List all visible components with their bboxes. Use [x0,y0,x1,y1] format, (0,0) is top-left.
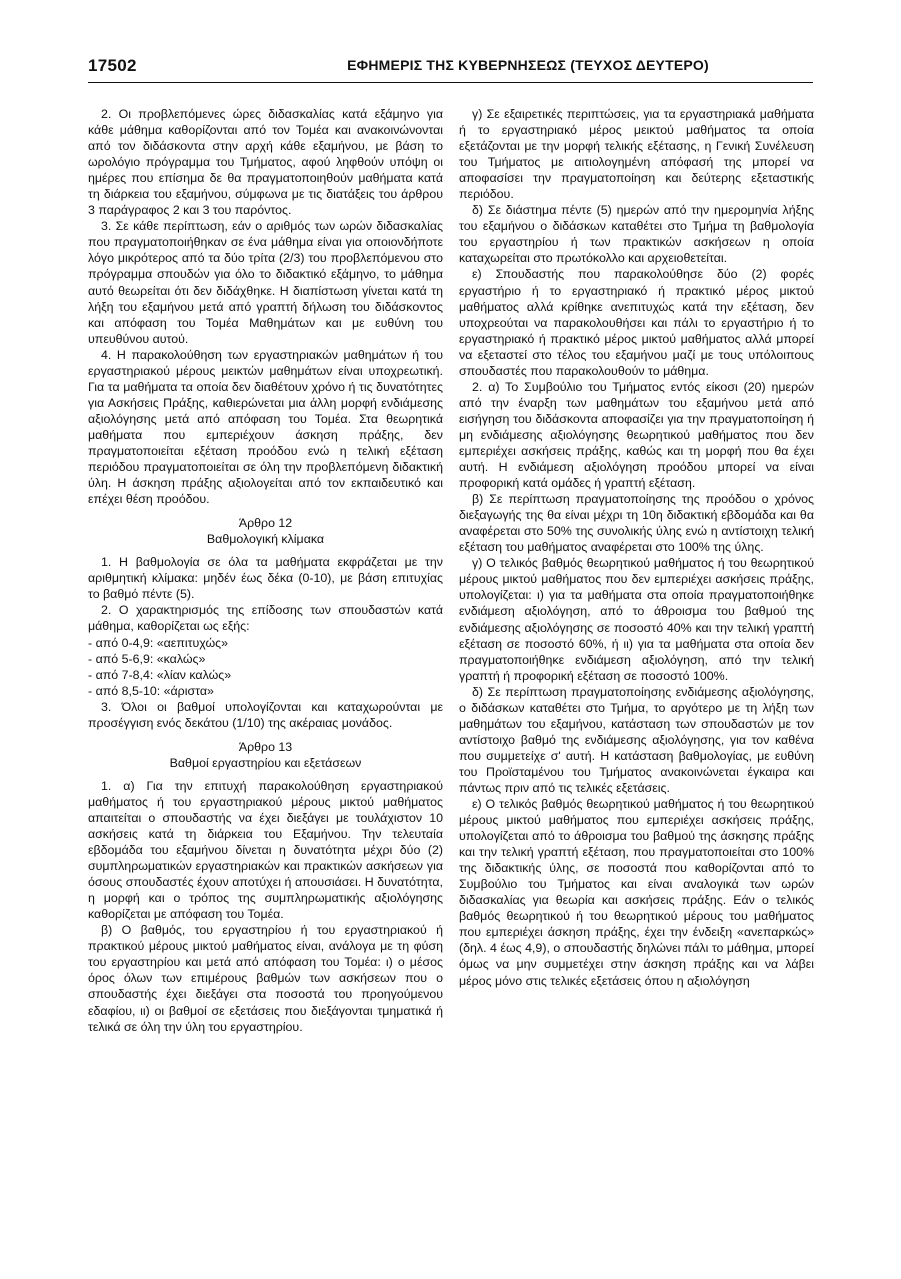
paragraph: ε) Σπουδαστής που παρακολούθησε δύο (2) φορές εργαστήριο ή το εργαστηριακό ή πρακτικό μέρος μικτού μαθήματος αλλά κρίθηκε ανεπιτυχώς κατά την εξέταση, δεν υποχρεούται να παρακολουθήσει και πάλι το εργαστήριο ή το εργαστηριακό ή πρακτικό μέρος μικτού μαθήματος αλλά μπορεί να εξεταστεί στο τέλος του εξαμήνου μαζί με τους υπόλοιπους σπουδαστές που παρακολουθούν το μάθημα. [459,267,814,378]
article-13-subtitle: Βαθμοί εργαστηρίου και εξετάσεων [169,755,362,770]
paragraph: 1. α) Για την επιτυχή παρακολούθηση εργαστηριακού μαθήματος ή του εργαστηριακού μέρους μικτού μαθήματος απαιτείται ο σπουδαστής να έχει διεξάγει με τουλάχιστον 10 ασκήσεις κατά τη διάρκεια του Εξαμήνου. Την τελευταία εβδομάδα του εξαμήνου δίνεται η δυνατότητα μέχρι δύο (2) συμπληρωματικών εργαστηριακών και πρακτικών ασκήσεων για όσους σπουδαστές έχουν αποτύχει ή απουσιάσει. Η δυνατότητα, η μορφή και ο τρόπος της συμπληρωματικής αξιολόγησης καθορίζεται με απόφαση του Τομέα. [88,778,443,922]
article-12-title: Άρθρο 12 [238,516,293,531]
paragraph: 3. Σε κάθε περίπτωση, εάν ο αριθμός των ωρών διδασκαλίας που πραγματοποιήθηκαν σε ένα μάθημα είναι για οποιονδήποτε λόγο μικρότερος από τα δύο τρίτα (2/3) του προβλεπόμενου στο πρόγραμμα σπουδών για όλο το διδακτικό εξάμηνο, το μάθημα αυτό θεωρείται ότι δεν διδάχθηκε. Η διαπίστωση γίνεται κατά τη λήξη του εξαμήνου μετά από γραπτή δήλωση του διδάσκοντος και απόφαση του Τομέα Μαθημάτων και με ευθύνη του υπευθύνου αυτού. [88,219,443,346]
list-item: - από 7-8,4: «λίαν καλώς» [88,667,232,682]
paragraph: γ) Ο τελικός βαθμός θεωρητικού μαθήματος ή του θεωρητικού μέρους μικτού μαθήματος που δεν εμπεριέχει ασκήσεις πράξης, υπολογίζεται: ι) για τα μαθήματα στα οποία πραγματοποιήθηκε ενδιάμεση αξιολόγηση, από το άθροισμα του βαθμού της ενδιάμεσης αξιολόγησης σε ποσοστό 40% και την τελική γραπτή εξέταση σε ποσοστό 60%, ή ιι) για τα μαθήματα στα οποία δεν πραγματοποιήθηκε ενδιάμεση αξιολόγηση, από την τελική γραπτή ή προφορική εξέταση σε ποσοστό 100%. [459,556,814,683]
paragraph: ε) Ο τελικός βαθμός θεωρητικού μαθήματος ή του θεωρητικού μέρους μικτού μαθήματος που εμπεριέχει ασκήσεις πράξης, υπολογίζεται από το άθροισμα του βαθμού της άσκησης πράξης και την τελική γραπτή εξέταση, που πραγματοποιείται στο 100% της διδακτικής ύλης, σε ποσοστά που καθορίζονται από το Συμβούλιο του Τμήματος και είναι αναλογικά των ωρών διδασκαλίας για θεωρία και ασκήσεις πράξης. Εάν ο τελικός βαθμός θεωρητικού ή του θεωρητικού μέρους του μαθήματος που εμπεριέχει άσκηση πράξης, έχει την ένδειξη «ανεπαρκώς» (δηλ. 4 έως 4,9), ο σπουδαστής δηλώνει πάλι το μάθημα, μπορεί όμως να μην συμμετέχει στην άσκηση πράξης και να λάβει μέρος μόνο στις τελικές εξετάσεις όπου η αξιολόγηση [459,797,814,988]
paragraph: β) Ο βαθμός, του εργαστηρίου ή του εργαστηριακού ή πρακτικού μέρους μικτού μαθήματος είναι, ανάλογα με τη φύση του εργαστηρίου και μετά από απόφαση του Τομέα: ι) ο μέσος όρος όλων των επιμέρους βαθμών των ασκήσεων που ο σπουδαστής έχει διεξάγει στα ποσοστά του προηγούμενου εδαφίου, ιι) οι βαθμοί σε εξετάσεις που διεξάγονται τμηματικά ή τελικά σε όλη την ύλη του εργαστηρίου. [88,923,443,1034]
paragraph: 3. Όλοι οι βαθμοί υπολογίζονται και καταχωρούνται με προσέγγιση ενός δεκάτου (1/10) της ακέραιας μονάδος. [88,699,443,730]
paragraph: γ) Σε εξαιρετικές περιπτώσεις, για τα εργαστηριακά μαθήματα ή το εργαστηριακό μέρος μεικτού μαθήματος τα οποία εξετάζονται με την μορφή τελικής εξέτασης, η Γενική Συνέλευση του Τμήματος με αιτιολογημένη απόφασή της μπορεί να αποφασίσει την πραγματοποίηση και δεύτερης εξεταστικής περιόδου. [459,107,814,202]
paragraph: 2. Οι προβλεπόμενες ώρες διδασκαλίας κατά εξάμηνο για κάθε μάθημα καθορίζονται από τον Τομέα και ανακοινώνονται από τον διδάσκοντα στην αρχή κάθε εξαμήνου, με βάση το ωρολόγιο πρόγραμμα του Τμήματος, αφού ληφθούν υπόψη οι ημέρες που επίσημα δε θα πραγματοποιηθούν μαθήματα κατά τη διάρκεια του εξαμήνου, σύμφωνα με τις διατάξεις του άρθρου 3 παράγραφος 2 και 3 του παρόντος. [88,107,443,218]
paragraph: β) Σε περίπτωση πραγματοποίησης της προόδου ο χρόνος διεξαγωγής της θα είναι μέχρι τη 10η διδακτική εβδομάδα και θα αναφέρεται στο 50% της συνολικής ύλης ενώ η αντίστοιχη τελική εξέταση του μαθήματος αναφέρεται στο 100% της ύλης. [459,492,814,555]
paragraph: 2. Ο χαρακτηρισμός της επίδοσης των σπουδαστών κατά μάθημα, καθορίζεται ως εξής: [88,603,443,634]
gazette-title: ΕΦΗΜΕΡΙΣ ΤΗΣ ΚΥΒΕΡΝΗΣΕΩΣ (ΤΕΥΧΟΣ ΔΕΥΤΕΡΟ) [347,57,709,73]
article-12-subtitle: Βαθμολογική κλίμακα [206,532,325,547]
page-number: 17502 [88,56,137,75]
article-13-title: Άρθρο 13 [238,739,293,754]
list-item: - από 8,5-10: «άριστα» [88,683,214,698]
list-item: - από 5-6,9: «καλώς» [88,651,206,666]
list-item: - από 0-4,9: «αεπιτυχώς» [88,635,228,650]
right-column [459,106,814,989]
page-header [88,54,813,83]
left-column [88,106,443,1035]
paragraph: δ) Σε διάστημα πέντε (5) ημερών από την ημερομηνία λήξης του εξαμήνου ο διδάσκων καταθέτει στο Τμήμα τη βαθμολογία του εργαστηρίου ή των πρακτικών ασκήσεων η οποία καταχωρείται στο πρωτόκολλο και αρχειοθετείται. [459,203,814,266]
paragraph: 2. α) Το Συμβούλιο του Τμήματος εντός είκοσι (20) ημερών από την έναρξη των μαθημάτων του εξαμήνου μετά από εισήγηση του διδάσκοντα αποφασίζει για την πραγματοποίηση ή μη ενδιάμεσης αξιολόγησης θεωρητικού μαθήματος που δεν εμπεριέχει ασκήσεις πράξης, καθώς και τη μορφή που θα έχει αυτή. Η ενδιάμεση αξιολόγηση προόδου μπορεί να είναι προφορική κατά ομάδες ή γραπτή εξέταση. [459,379,814,491]
paragraph: 4. Η παρακολούθηση των εργαστηριακών μαθημάτων ή του εργαστηριακού μέρους μεικτών μαθημάτων είναι υποχρεωτική. Για τα μαθήματα τα οποία δεν διαθέτουν χρόνο ή τις δυνατότητες για Ασκήσεις Πράξης, καθιερώνεται μια άλλη μορφή ενδιάμεσης αξιολόγησης μετά από απόφαση του Τομέα. Στα θεωρητικά μαθήματα που εμπεριέχουν άσκηση πράξης, δεν πραγματοποιείται εξέταση προόδου ενώ η τελική εξέταση περιόδου πραγματοποιείται σε όλη την προβλεπόμενη διδακτική ύλη. Η άσκηση πράξης αξιολογείται από τον εκπαιδευτικό και επέχει θέση προόδου. [88,347,443,507]
paragraph: δ) Σε περίπτωση πραγματοποίησης ενδιάμεσης αξιολόγησης, ο διδάσκων καταθέτει στο Τμήμα, το αργότερο με τη λήξη των μαθημάτων του εξαμήνου, κατάσταση των σπουδαστών με τον αντίστοιχο βαθμό της ενδιάμεσης αξιολόγησης, για τον καθένα που συμμετείχε σ' αυτή. Η κατάσταση βαθμολογίας, με ευθύνη του Προϊσταμένου του Τμήματος ανακοινώνεται έγκαιρα και πάντως πριν από τις τελικές εξετάσεις. [459,684,814,795]
paragraph: 1. Η βαθμολογία σε όλα τα μαθήματα εκφράζεται με την αριθμητική κλίμακα: μηδέν έως δέκα (0-10), με βάση επιτυχίας το βαθμό πέντε (5). [88,555,443,602]
